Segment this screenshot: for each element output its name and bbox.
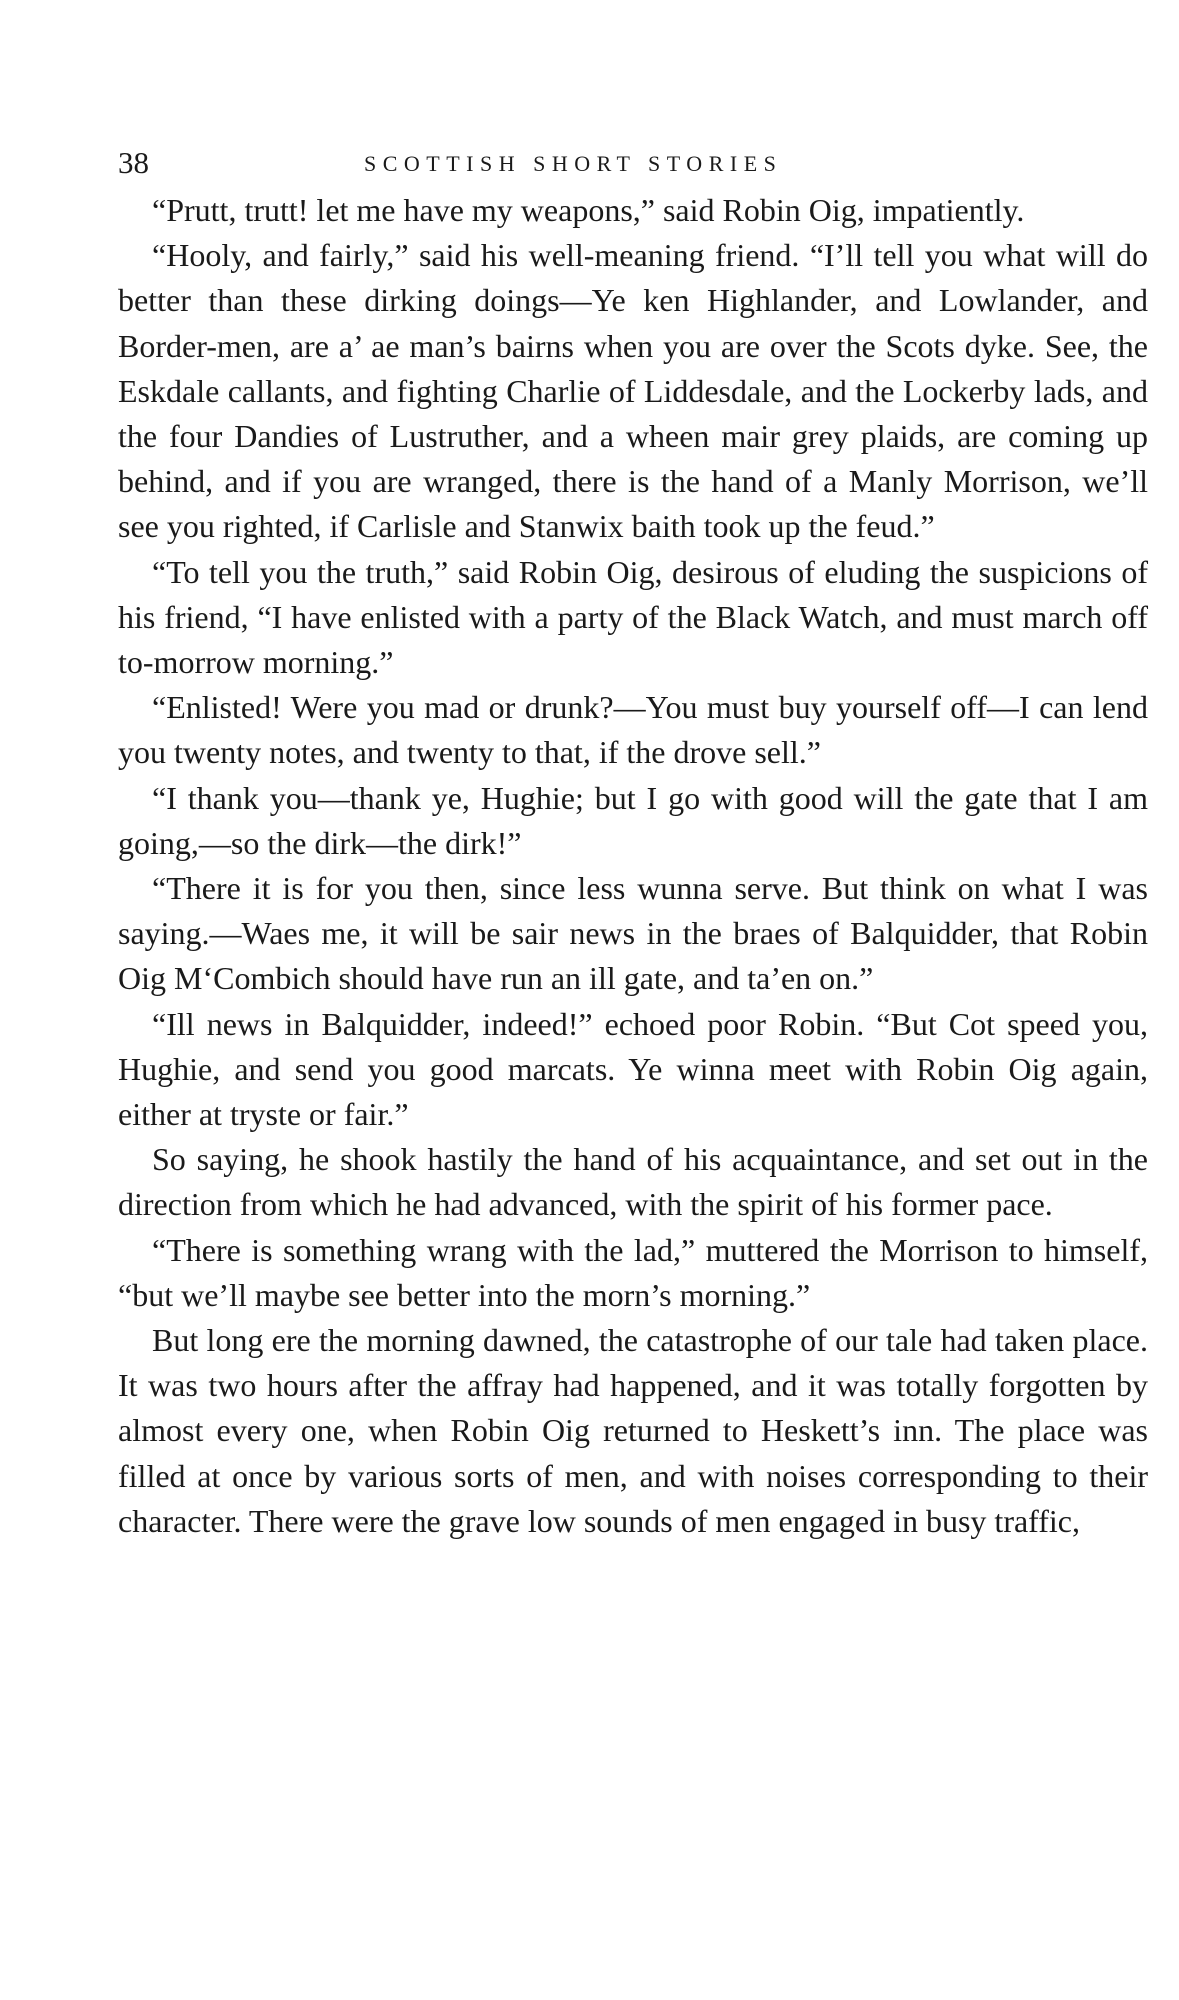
paragraph: “I thank you—thank ye, Hughie; but I go with good will the gate that I am going,—so the dirk—the dirk!”: [118, 779, 1148, 861]
body-text: [118, 188, 1148, 1544]
paragraph: “There it is for you then, since less wunna serve. But think on what I was saying.—Waes me, it will be sair news in the braes of Balquidder, that Robin Oig M‘Combich should have run an ill gate, and ta’en on.”: [118, 870, 1148, 997]
paragraph: So saying, he shook hastily the hand of his acquaintance, and set out in the direction from which he had advanced, with the spirit of his former pace.: [118, 1141, 1148, 1223]
book-page: [118, 140, 1148, 1544]
running-head: [118, 140, 1148, 186]
paragraph: “To tell you the truth,” said Robin Oig, desirous of eluding the suspicions of his friend, “I have enlisted with a party of the Black Watch, and must march off to-morrow morning.”: [118, 553, 1148, 681]
paragraph: “Enlisted! Were you mad or drunk?—You must buy yourself off—I can lend you twenty notes, and twenty to that, if the drove sell.”: [118, 689, 1148, 771]
paragraph: “Prutt, trutt! let me have my weapons,” said Robin Oig, impatiently.: [152, 192, 1025, 228]
paragraph: “Hooly, and fairly,” said his well-meaning friend. “I’ll tell you what will do better than these dirking doings—Ye ken Highlander, and Lowlander, and Border-men, are a’ ae man’s bairns when you are over the Scots dyke. See, the Eskdale callants, and fighting Charlie of Liddesdale, and the Lockerby lads, and the four Dandies of Lustruther, and a wheen mair grey plaids, are coming up behind, and if you are wranged, there is the hand of a Manly Morrison, we’ll see you righted, if Carlisle and Stanwix baith took up the feud.”: [118, 237, 1148, 545]
page-number: 38: [118, 145, 149, 180]
paragraph: But long ere the morning dawned, the catastrophe of our tale had taken place. It was two hours after the affray had happened, and it was totally forgotten by almost every one, when Robin Oig returned to Heskett’s inn. The place was filled at once by various sorts of men, and with noises corresponding to their character. There were the grave low sounds of men engaged in busy traffic,: [118, 1322, 1148, 1539]
paragraph: “There is something wrang with the lad,” muttered the Morrison to himself, “but we’ll maybe see better into the morn’s morning.”: [118, 1231, 1148, 1313]
paragraph: “Ill news in Balquidder, indeed!” echoed poor Robin. “But Cot speed you, Hughie, and send you good marcats. Ye winna meet with Robin Oig again, either at tryste or fair.”: [118, 1005, 1148, 1133]
running-title: SCOTTISH SHORT STORIES: [364, 151, 783, 176]
